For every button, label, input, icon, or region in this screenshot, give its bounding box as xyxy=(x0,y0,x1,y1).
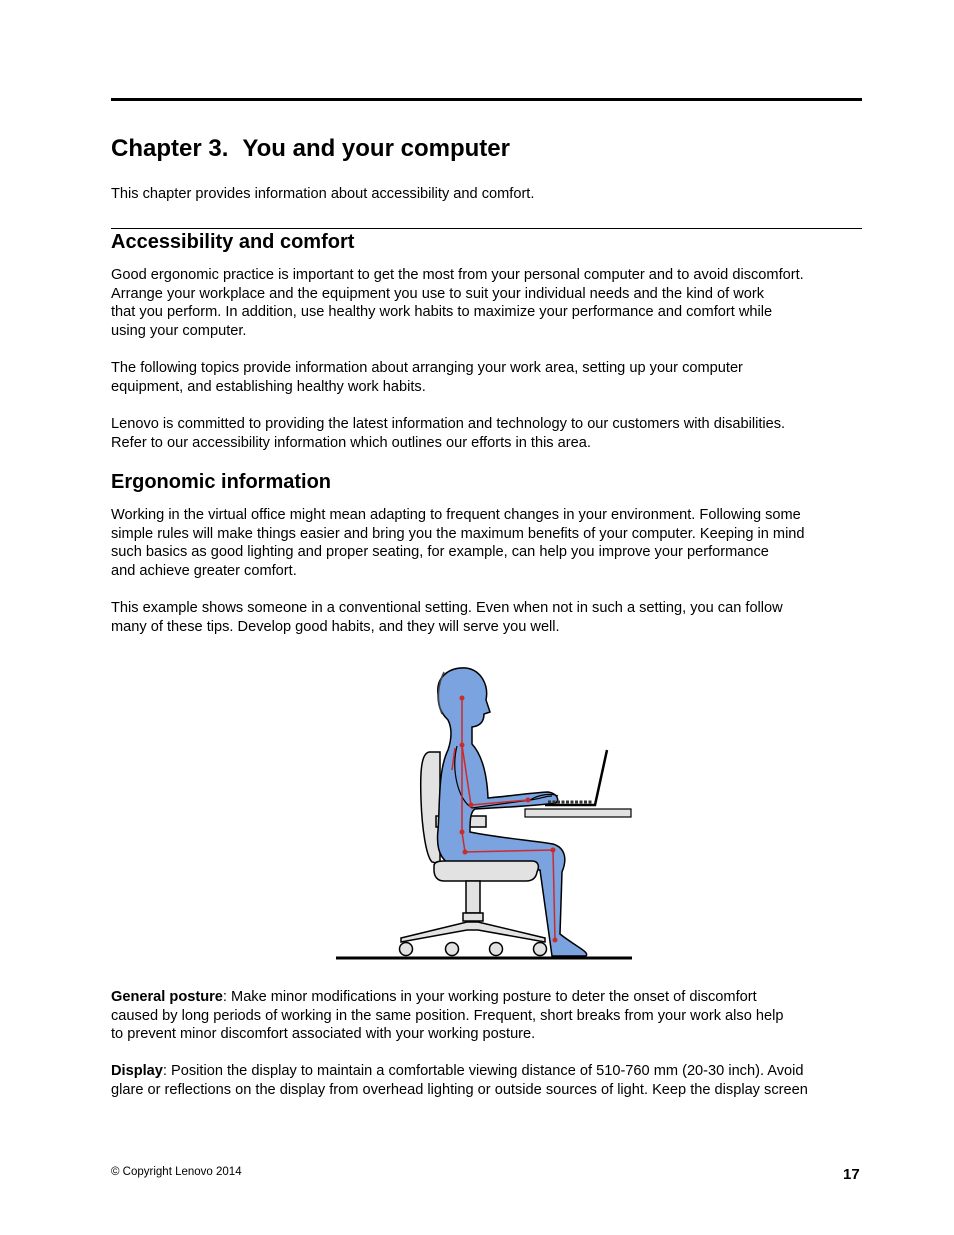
ergonomic-paragraph-1: Working in the virtual office might mean adapting to frequent changes in your environment. Following some simple rules will make things easier and bring you the maximum benefits of your computer. Keeping in mind such basics as good lighting and proper seating, for example, can help you improve your performance and achieve greater comfort. xyxy=(111,507,805,580)
page-number: 17 xyxy=(843,1166,860,1183)
heading-ergonomic: Ergonomic information xyxy=(111,471,331,493)
ergonomic-seated-posture-icon xyxy=(336,668,632,958)
display-paragraph: Display: Position the display to maintain a comfortable viewing distance of 510-760 mm (20-30 inch). Avoid glare or reflections on the display from overhead lighting or outside sources of light. Keep the display screen xyxy=(111,1063,808,1098)
chapter-number: Chapter 3. xyxy=(111,135,229,162)
ergonomic-posture-figure xyxy=(330,660,640,965)
general-posture-paragraph: General posture: Make minor modifications in your working posture to deter the onset of discomfort caused by long periods of working in the same position. Frequent, short breaks from your work also help to prevent minor discomfort associated with your working posture. xyxy=(111,989,784,1043)
footer-copyright: © Copyright Lenovo 2014 xyxy=(111,1166,242,1178)
accessibility-paragraph-2: The following topics provide information about arranging your work area, setting up your computer equipment, and establishing healthy work habits. xyxy=(111,360,743,395)
ergonomic-paragraph-2: This example shows someone in a conventional setting. Even when not in such a setting, you can follow many of these tips. Develop good habits, and they will serve you well. xyxy=(111,600,783,635)
chapter-title xyxy=(111,135,510,163)
chapter-top-rule xyxy=(111,98,862,101)
accessibility-paragraph-1: Good ergonomic practice is important to get the most from your personal computer and to avoid discomfort. Arrange your workplace and the equipment you use to suit your individual needs and the kind of work that you perform. In addition, use healthy work habits to maximize your performance and comfort while using your computer. xyxy=(111,267,804,340)
chapter-intro: This chapter provides information about accessibility and comfort. xyxy=(111,186,535,202)
chapter-name: You and your computer xyxy=(242,135,510,162)
general-posture-label: General posture xyxy=(111,989,223,1005)
heading-accessibility: Accessibility and comfort xyxy=(111,231,355,253)
section-rule xyxy=(111,228,862,229)
display-label: Display xyxy=(111,1063,163,1079)
accessibility-paragraph-3: Lenovo is committed to providing the latest information and technology to our customers with disabilities. Refer to our accessibility information which outlines our efforts in this area. xyxy=(111,416,786,451)
